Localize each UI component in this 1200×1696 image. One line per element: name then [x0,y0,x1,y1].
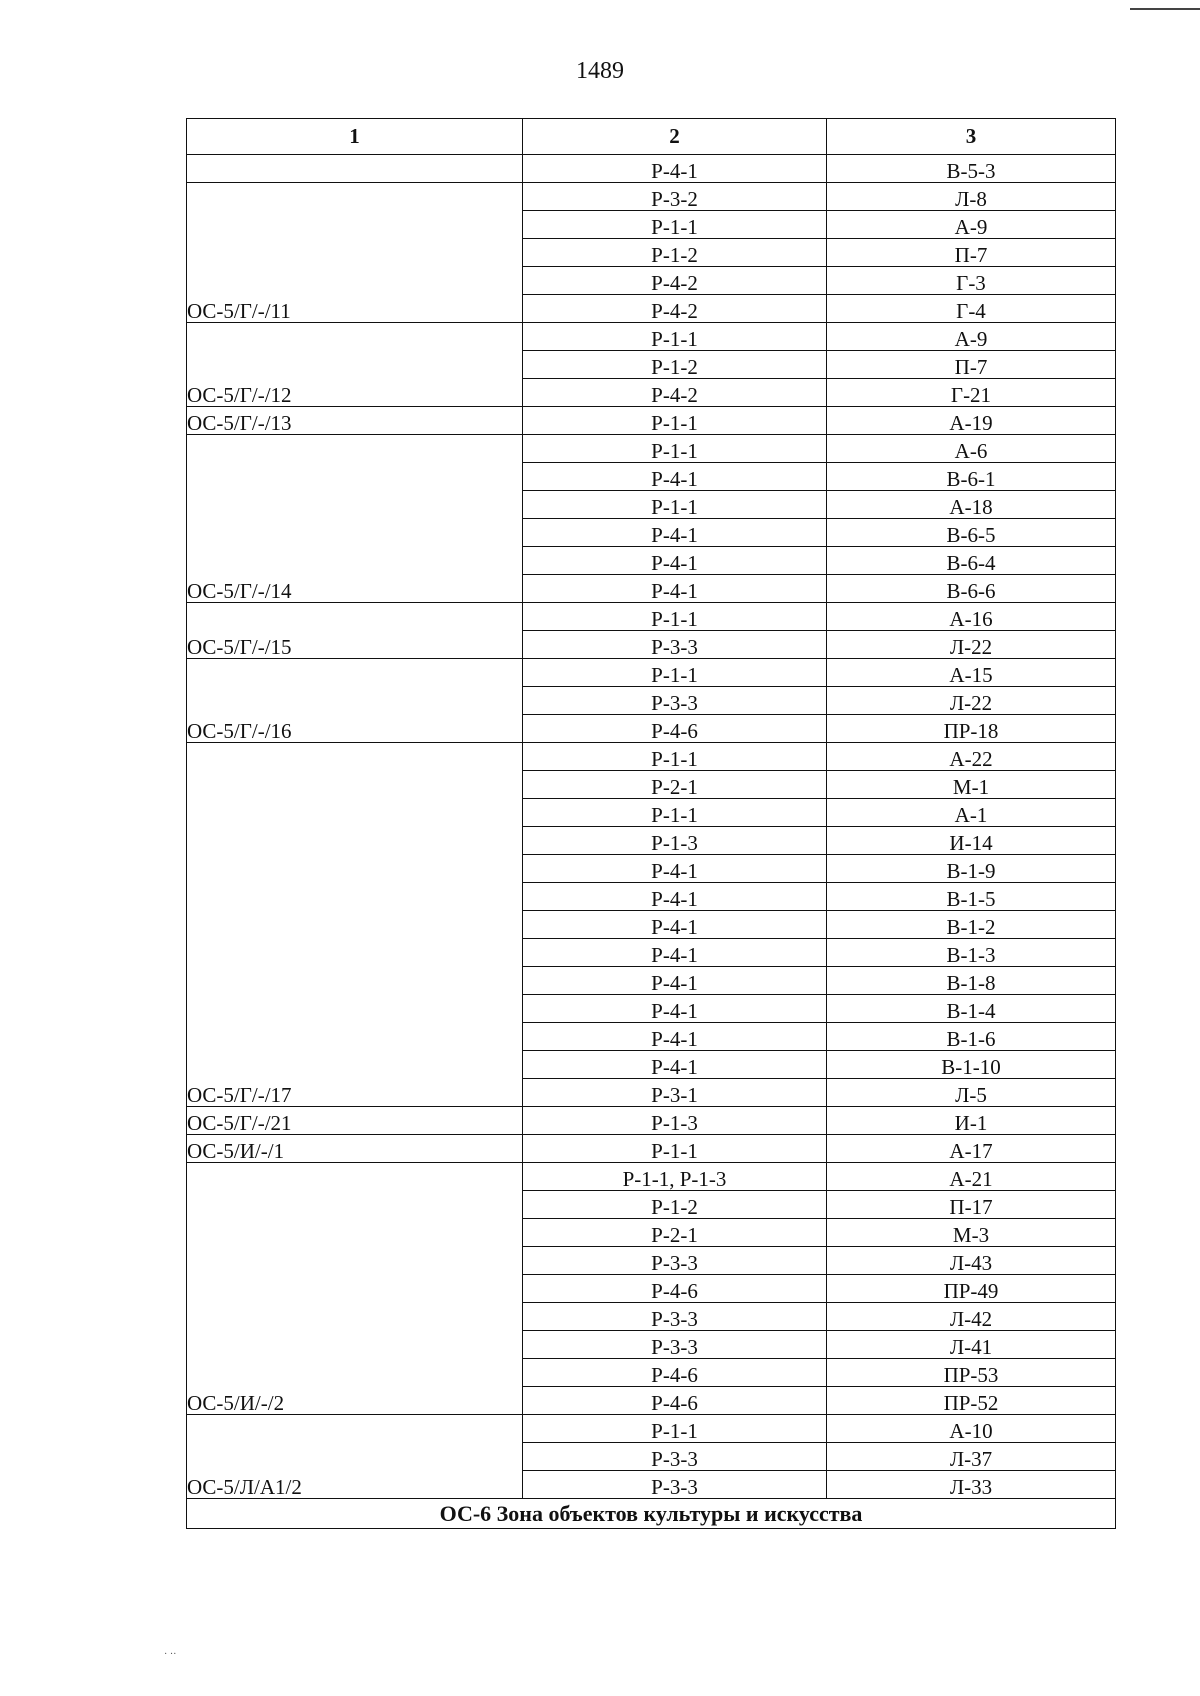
regulation-code-cell: Р-3-3 [523,1443,827,1471]
object-code-cell: ОС-5/Г/-/11 [187,183,523,323]
element-code-cell: В-6-4 [827,547,1116,575]
element-code-cell: В-1-2 [827,911,1116,939]
header-col-2: 2 [523,119,827,155]
element-code-cell: А-22 [827,743,1116,771]
element-code-cell: Л-22 [827,687,1116,715]
object-code-cell: ОС-5/Л/А1/2 [187,1415,523,1499]
element-code-cell: Г-21 [827,379,1116,407]
regulation-code-cell: Р-1-1 [523,743,827,771]
regulation-code-cell: Р-1-1 [523,1135,827,1163]
object-code-cell: ОС-5/Г/-/12 [187,323,523,407]
regulation-code-cell: Р-4-1 [523,967,827,995]
regulation-code-cell: Р-3-3 [523,1303,827,1331]
element-code-cell: ПР-52 [827,1387,1116,1415]
element-code-cell: М-3 [827,1219,1116,1247]
element-code-cell: Л-42 [827,1303,1116,1331]
element-code-cell: П-7 [827,351,1116,379]
element-code-cell: А-9 [827,323,1116,351]
regulation-code-cell: Р-4-1 [523,855,827,883]
header-col-1: 1 [187,119,523,155]
regulation-code-cell: Р-2-1 [523,1219,827,1247]
table-footer [187,1499,1116,1529]
regulation-code-cell: Р-3-3 [523,1247,827,1275]
table-row [187,323,1116,351]
element-code-cell: А-19 [827,407,1116,435]
regulation-code-cell: Р-1-1 [523,211,827,239]
regulation-code-cell: Р-4-1 [523,519,827,547]
table-row [187,407,1116,435]
object-code-cell: ОС-5/Г/-/13 [187,407,523,435]
zone-heading-row [187,1499,1116,1529]
element-code-cell: В-1-3 [827,939,1116,967]
element-code-cell: Л-5 [827,1079,1116,1107]
element-code-cell: В-1-6 [827,1023,1116,1051]
table-row [187,183,1116,211]
element-code-cell: ПР-49 [827,1275,1116,1303]
element-code-cell: В-1-8 [827,967,1116,995]
regulation-code-cell: Р-4-1 [523,463,827,491]
table-row [187,1415,1116,1443]
element-code-cell: В-6-6 [827,575,1116,603]
element-code-cell: А-18 [827,491,1116,519]
regulation-code-cell: Р-1-1, Р-1-3 [523,1163,827,1191]
element-code-cell: А-10 [827,1415,1116,1443]
object-code-cell: ОС-5/И/-/2 [187,1163,523,1415]
regulation-code-cell: Р-4-6 [523,715,827,743]
element-code-cell: В-6-1 [827,463,1116,491]
table-row [187,435,1116,463]
element-code-cell: И-1 [827,1107,1116,1135]
element-code-cell: П-17 [827,1191,1116,1219]
regulation-code-cell: Р-1-3 [523,1107,827,1135]
regulation-code-cell: Р-1-2 [523,351,827,379]
object-code-cell: ОС-5/Г/-/14 [187,435,523,603]
table-row [187,659,1116,687]
element-code-cell: Л-37 [827,1443,1116,1471]
scan-mark: · ·· [164,1649,177,1660]
element-code-cell: Г-4 [827,295,1116,323]
element-code-cell: В-1-4 [827,995,1116,1023]
element-code-cell: ПР-18 [827,715,1116,743]
element-code-cell: А-17 [827,1135,1116,1163]
regulation-code-cell: Р-1-1 [523,323,827,351]
element-code-cell: Л-22 [827,631,1116,659]
element-code-cell: А-16 [827,603,1116,631]
regulation-code-cell: Р-1-1 [523,799,827,827]
table-row [187,155,1116,183]
object-code-cell: ОС-5/Г/-/21 [187,1107,523,1135]
element-code-cell: В-1-5 [827,883,1116,911]
regulation-code-cell: Р-4-2 [523,267,827,295]
regulation-code-cell: Р-4-1 [523,1051,827,1079]
regulation-code-cell: Р-1-1 [523,491,827,519]
regulation-code-cell: Р-2-1 [523,771,827,799]
regulation-code-cell: Р-3-3 [523,1331,827,1359]
element-code-cell: А-1 [827,799,1116,827]
table-row [187,1107,1116,1135]
regulation-code-cell: Р-4-1 [523,575,827,603]
regulation-code-cell: Р-4-1 [523,995,827,1023]
element-code-cell: В-5-3 [827,155,1116,183]
element-code-cell: Г-3 [827,267,1116,295]
element-code-cell: П-7 [827,239,1116,267]
regulation-code-cell: Р-3-3 [523,687,827,715]
regulation-code-cell: Р-3-1 [523,1079,827,1107]
element-code-cell: Л-33 [827,1471,1116,1499]
regulation-code-cell: Р-4-2 [523,295,827,323]
object-code-cell: ОС-5/Г/-/16 [187,659,523,743]
element-code-cell: А-6 [827,435,1116,463]
regulation-code-cell: Р-4-2 [523,379,827,407]
regulation-code-cell: Р-1-1 [523,407,827,435]
regulation-code-cell: Р-1-1 [523,1415,827,1443]
regulation-code-cell: Р-4-6 [523,1387,827,1415]
zone-heading: ОС-6 Зона объектов культуры и искусства [187,1499,1116,1529]
element-code-cell: М-1 [827,771,1116,799]
regulation-code-cell: Р-4-1 [523,911,827,939]
regulation-code-cell: Р-4-1 [523,155,827,183]
element-code-cell: В-1-9 [827,855,1116,883]
header-col-3: 3 [827,119,1116,155]
element-code-cell: А-9 [827,211,1116,239]
regulation-code-cell: Р-4-6 [523,1359,827,1387]
regulation-code-cell: Р-4-1 [523,547,827,575]
header-row [187,119,1116,155]
table-row [187,743,1116,771]
zones-table [186,118,1116,1529]
table-row [187,603,1116,631]
element-code-cell: ПР-53 [827,1359,1116,1387]
regulation-code-cell: Р-1-1 [523,603,827,631]
regulation-code-cell: Р-3-3 [523,631,827,659]
corner-rule [1130,8,1200,10]
object-code-cell [187,155,523,183]
table-row [187,1135,1116,1163]
element-code-cell: В-1-10 [827,1051,1116,1079]
element-code-cell: В-6-5 [827,519,1116,547]
regulation-code-cell: Р-4-1 [523,883,827,911]
regulation-code-cell: Р-1-3 [523,827,827,855]
element-code-cell: А-21 [827,1163,1116,1191]
element-code-cell: Л-8 [827,183,1116,211]
regulation-code-cell: Р-1-1 [523,659,827,687]
page-number: 1489 [576,58,624,84]
regulation-code-cell: Р-4-6 [523,1275,827,1303]
table-row [187,1163,1116,1191]
regulation-code-cell: Р-4-1 [523,1023,827,1051]
table-header [187,119,1116,155]
object-code-cell: ОС-5/Г/-/15 [187,603,523,659]
regulation-code-cell: Р-3-3 [523,1471,827,1499]
regulation-code-cell: Р-4-1 [523,939,827,967]
regulation-code-cell: Р-1-1 [523,435,827,463]
element-code-cell: И-14 [827,827,1116,855]
object-code-cell: ОС-5/И/-/1 [187,1135,523,1163]
regulation-code-cell: Р-3-2 [523,183,827,211]
element-code-cell: А-15 [827,659,1116,687]
regulation-code-cell: Р-1-2 [523,239,827,267]
regulation-code-cell: Р-1-2 [523,1191,827,1219]
element-code-cell: Л-43 [827,1247,1116,1275]
object-code-cell: ОС-5/Г/-/17 [187,743,523,1107]
element-code-cell: Л-41 [827,1331,1116,1359]
table-body [187,155,1116,1499]
